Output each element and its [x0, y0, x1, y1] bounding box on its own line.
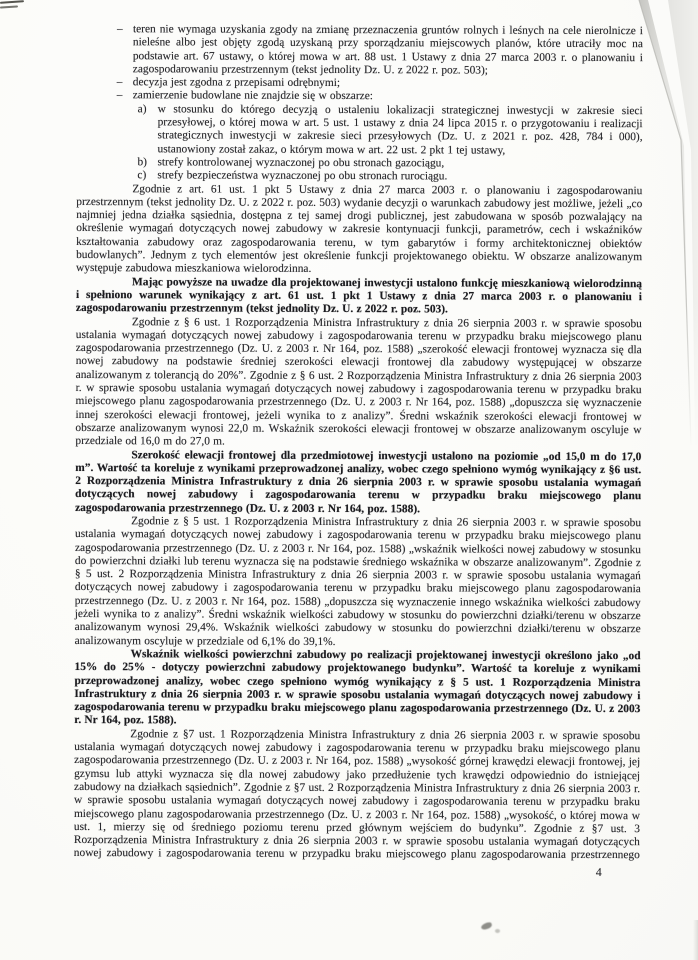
- paragraph-bold: Wskaźnik wielkości powierzchni zabudowy po realizacji projektowanej inwestycji określono jako „od 15% do 25% - dotyczy powierzchni zabudowy projektowanego budynku”. Wartość ta koreluje z wynikami przeprowadzonej analizy, wobec czego spełniono wymóg wynikający z § 5 ust. 1 Rozporządzenia Ministra Infrastruktury z dnia 26 sierpnia 2003 r. w sprawie sposobu ustalania wymagań dotyczących nowej zabudowy i zagospodarowania terenu w przypadku braku miejscowego planu zagospodarowania przestrzennego (Dz. U. z 2003 r. Nr 164, poz. 1588).: [74, 648, 641, 727]
- scan-artifact-smudge: [481, 921, 507, 935]
- paragraph-bold: Mając powyższe na uwadze dla projektowanej inwestycji ustalono funkcję mieszkaniową wielorodzinną i spełniono warunek wynikający z art. 61 ust. 1 pkt 1 Ustawy z dnia 27 marca 2003 r. o planowaniu i zagospodarowaniu przestrzennym (tekst jednolity Dz. U. z 2022 r. poz. 503).: [75, 275, 643, 316]
- list-item: [76, 169, 642, 184]
- dash-marker: –: [116, 23, 123, 36]
- list-item: [76, 103, 642, 158]
- list-item-text: zamierzenie budowlane nie znajdzie się w obszarze:: [132, 89, 373, 103]
- scan-artifact-corner-mark: [0, 0, 28, 12]
- paragraph: Zgodnie z §7 ust. 1 Rozporządzenia Ministra Infrastruktury z dnia 26 sierpnia 2003 r. w sprawie sposobu ustalania wymagań dotyczących nowej zabudowy i zagospodarowania terenu w przypadku braku miejscowego planu zagospodarowania przestrzennego (Dz. U. z 2003 r. Nr 164, poz. 1588) „wysokość górnej krawędzi elewacji frontowej, jej gzymsu lub attyki wyznacza się dla nowej zabudowy jako przedłużenie tych krawędzi odpowiednio do istniejącej zabudowy na działkach sąsiednich”. Zgodnie z §7 ust. 2 Rozporządzenia Ministra Infrastruktury z dnia 26 sierpnia 2003 r. w sprawie sposobu ustalania wymagań dotyczących nowej zabudowy i zagospodarowania terenu w przypadku braku miejscowego planu zagospodarowania przestrzennego (Dz. U. z 2003 r. Nr 164, poz. 1588) „wysokość, o której mowa w ust. 1, mierzy się od średniego poziomu terenu przed głównym wejściem do budynku”. Zgodnie z §7 ust. 3 Rozporządzenia Ministra Infrastruktury z dnia 26 sierpnia 2003 r. w sprawie sposobu ustalania wymagań dotyczących nowej zabudowy i zagospodarowania terenu w przypadku braku miejscowego planu zagospodarowania przestrzennego: [73, 727, 641, 862]
- letter-marker: a): [137, 103, 147, 116]
- smudge-blob: [480, 921, 492, 930]
- paragraph: Zgodnie z § 5 ust. 1 Rozporządzenia Ministra Infrastruktury z dnia 26 sierpnia 2003 r. w sprawie sposobu ustalania wymagań dotyczących nowej zabudowy i zagospodarowania terenu w przypadku braku miejscowego planu zagospodarowania przestrzennego (Dz. U. z 2003 r. Nr 164, poz. 1588) „wskaźnik wielkości nowej zabudowy w stosunku do powierzchni działki lub terenu wyznacza się na podstawie średniego wskaźnika w obszarze analizowanym”. Zgodnie z § 5 ust. 2 Rozporządzenia Ministra Infrastruktury z dnia 26 sierpnia 2003 r. w sprawie sposobu ustalania wymagań dotyczących nowej zabudowy i zagospodarowania terenu w przypadku braku miejscowego planu zagospodarowania przestrzennego (Dz. U. z 2003 r. Nr 164, poz. 1588) „dopuszcza się wyznaczenie innego wskaźnika wielkości zabudowy jeżeli wynika to z analizy”. Średni wskaźnik wielkości zabudowy w stosunku do powierzchni działki/terenu w obszarze analizowanym wynosi 29,4%. Wskaźnik wielkości zabudowy w stosunku do powierzchni działki/terenu w obszarze analizowanym oscyluje w przedziale od 6,1% do 39,1%.: [74, 515, 642, 648]
- paragraph: Zgodnie z art. 61 ust. 1 pkt 5 Ustawy z dnia 27 marca 2003 r. o planowaniu i zagospodarowaniu przestrzennym (tekst jednolity Dz. U. z 2022 r. poz. 503) wydanie decyzji o warunkach zabudowy jest możliwe, jeżeli „co najmniej jedna działka sąsiednia, dostępna z tej samej drogi publicznej, jest zabudowana w sposób pozwalający na określenie wymagań dotyczących nowej zabudowy w zakresie kontynuacji funkcji, parametrów, cech i wskaźników kształtowania zabudowy oraz zagospodarowania terenu, w tym gabarytów i formy architektonicznej obiektów budowlanych”. Jednym z tych elementów jest określenie funkcji projektowanego obiektu. W obszarze analizowanym występuje zabudowa mieszkaniowa wielorodzinna.: [76, 182, 643, 276]
- dash-marker: –: [116, 76, 123, 89]
- list-item-text: decyzja jest zgodna z przepisami odrębnymi;: [132, 76, 341, 90]
- document-content: [74, 23, 643, 879]
- paragraph-bold: Szerokość elewacji frontowej dla przedmiotowej inwestycji ustalono na poziomie „od 15,0 m do 17,0 m”. Wartość ta koreluje z wynikami przeprowadzonej analizy, wobec czego spełniono wymóg wynikający z §6 ust. 2 Rozporządzenia Ministra Infrastruktury z dnia 26 sierpnia 2003 r. w sprawie sposobu ustalania wymagań dotyczących nowej zabudowy i zagospodarowania terenu w przypadku braku miejscowego planu zagospodarowania przestrzennego (Dz. U. z 2003 r. Nr 164, poz. 1588).: [75, 448, 642, 516]
- paragraph: Zgodnie z § 6 ust. 1 Rozporządzenia Ministra Infrastruktury z dnia 26 sierpnia 2003 r. w sprawie sposobu ustalania wymagań dotyczących nowej zabudowy i zagospodarowania terenu w przypadku braku miejscowego planu zagospodarowania przestrzennego (Dz. U. z 2003 r. Nr 164, poz. 1588) „szerokość elewacji frontowej wyznacza się dla nowej zabudowy na podstawie średniej szerokości elewacji frontowej dla zabudowy występującej w obszarze analizowanym z tolerancją do 20%”. Zgodnie z § 6 ust. 2 Rozporządzenia Ministra Infrastruktury z dnia 26 sierpnia 2003 r. w sprawie sposobu ustalania wymagań dotyczących nowej zabudowy i zagospodarowania terenu w przypadku braku miejscowego planu zagospodarowania przestrzennego (Dz. U. z 2003 r. Nr 164, poz. 1588) „dopuszcza się wyznaczenie innej szerokości elewacji frontowej, jeżeli wynika to z analizy”. Średni wskaźnik szerokości elewacji frontowej w obszarze analizowanym wynosi 22,0 m. Wskaźnik szerokości elewacji frontowej w obszarze analizowanym oscyluje w przedziale od 16,0 m do 27,0 m.: [75, 315, 642, 448]
- dash-marker: –: [116, 89, 123, 102]
- list-item-text: w stosunku do którego decyzją o ustaleniu lokalizacji strategicznej inwestycji w zakresie sieci przesyłowej, o której mowa w art. 5 ust. 1 ustawy z dnia 24 lipca 2015 r. o przygotowaniu i realizacji strategicznych inwestycji w zakresie sieci przesyłowych (Dz. U. z 2021 r. poz. 428, 784 i 000), ustanowiony został zakaz, o którym mowa w art. 22 ust. 2 pkt 1 tej ustawy,: [157, 103, 643, 157]
- list-item-text: strefy bezpieczeństwa wyznaczonej po obu stronach rurociągu.: [157, 169, 448, 183]
- list-item-text: teren nie wymaga uzyskania zgody na zmianę przeznaczenia gruntów rolnych i leśnych na cele nierolnicze i nieleśne albo jest objęty zgodą uzyskaną przy sporządzaniu miejscowych planów, które utraciły moc na podstawie art. 67 ustawy, o której mowa w art. 88 ust. 1 Ustawy z dnia 27 marca 2003 r. o planowaniu i zagospodarowaniu przestrzennym (tekst jednolity Dz. U. z 2022 r. poz. 503);: [132, 23, 643, 77]
- scan-artifact-edge-streak: [693, 920, 698, 960]
- letter-marker: b): [137, 156, 147, 169]
- letter-marker: c): [137, 169, 147, 182]
- smudge-blob: [495, 929, 500, 933]
- list-item-text: strefy kontrolowanej wyznaczonej po obu stronach gazociągu,: [157, 156, 445, 170]
- page-number: 4: [595, 864, 602, 879]
- list-item: [77, 23, 643, 78]
